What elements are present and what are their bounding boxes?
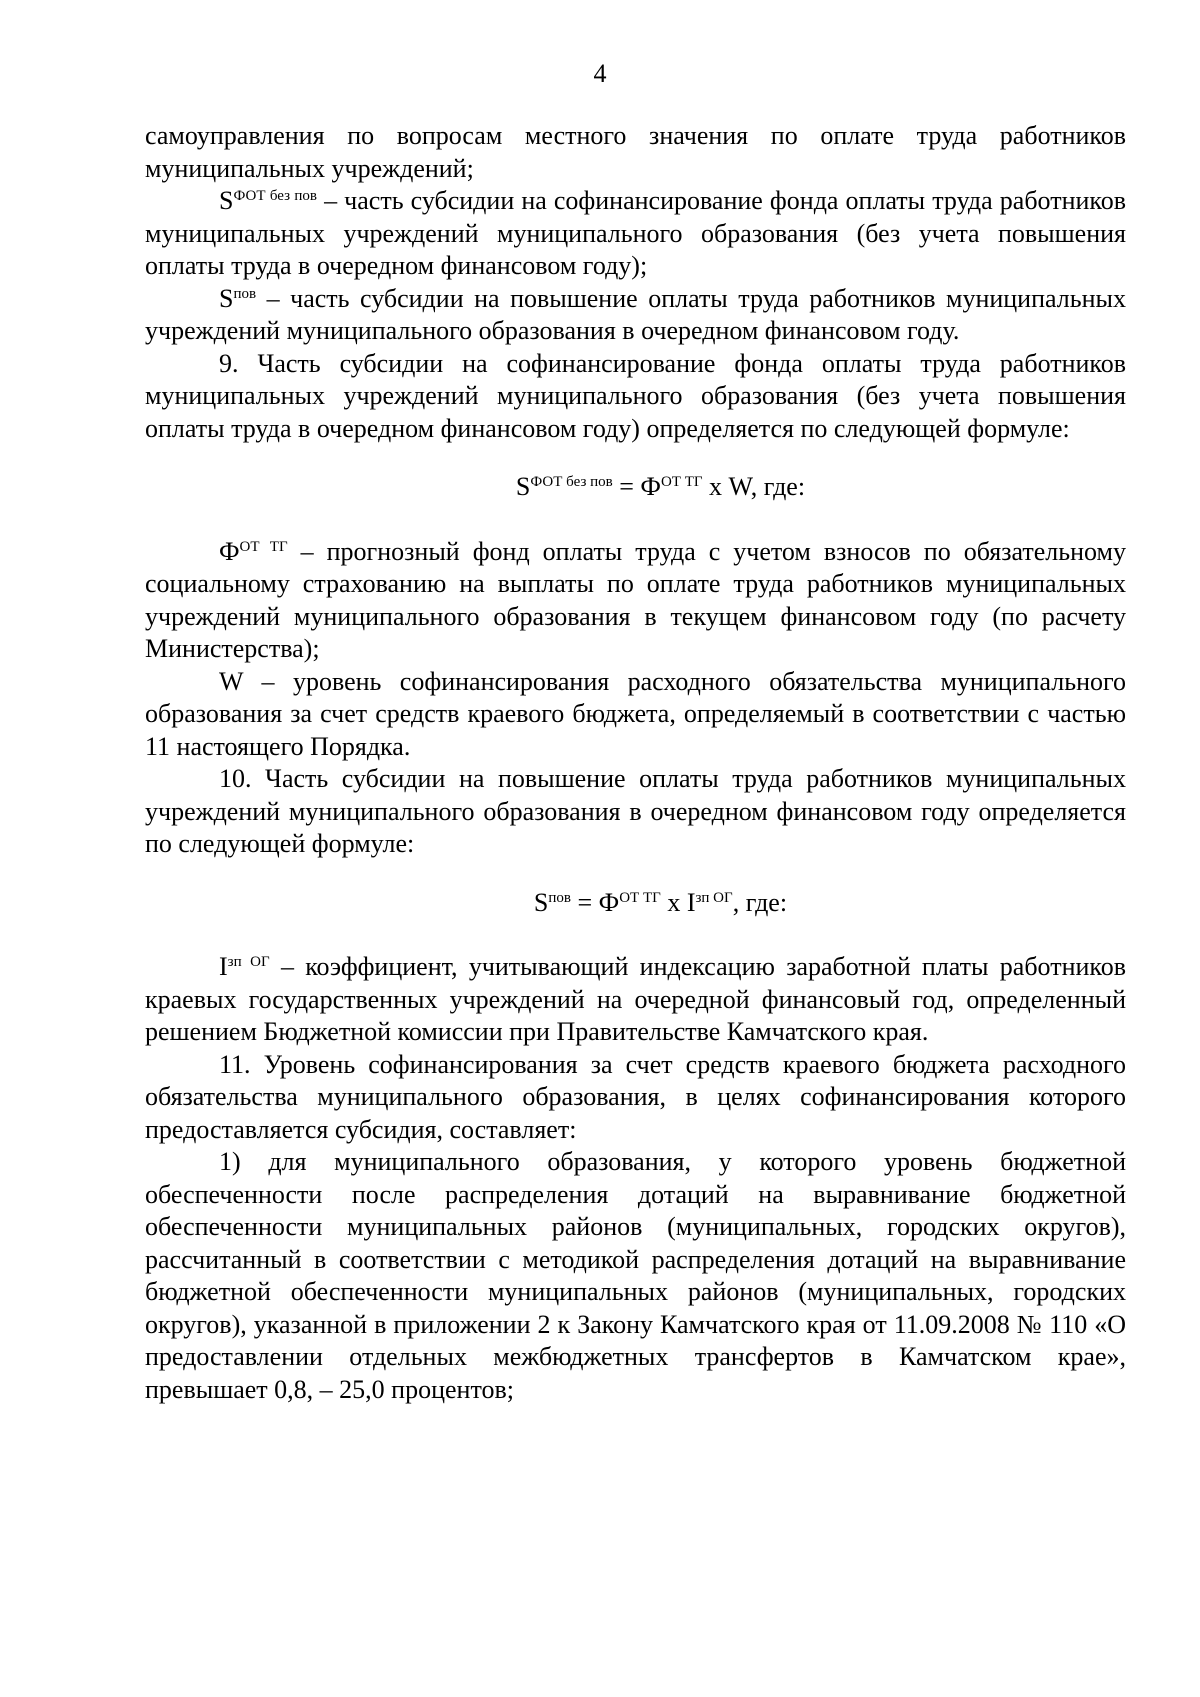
formula-superscript: зп ОГ xyxy=(695,889,733,906)
definition-text: – часть субсидии на софинансирование фонда оплаты труда работников муниципальных учреждений муниципального образования (без учета повышения оплаты труда в очередном финансовом году); xyxy=(145,186,1126,280)
definition-phi-ot-tg xyxy=(145,536,1126,666)
symbol-superscript: пов xyxy=(233,285,257,302)
formula-s-pov xyxy=(145,887,1126,920)
formula-symbol: S xyxy=(515,472,531,501)
symbol-i: I xyxy=(219,952,228,981)
definition-s-fot-bez-pov xyxy=(145,185,1126,283)
symbol-phi: Ф xyxy=(219,536,240,566)
definition-i-zp-og xyxy=(145,951,1126,1049)
formula-multiply: х I xyxy=(660,887,696,917)
document-body xyxy=(145,120,1126,1406)
definition-text: – прогнозный фонд оплаты труда с учетом взносов по обязательному социальному страхованию на выплаты по оплате труда работников муниципальных учреждений муниципального образования в текущем финансовом году (по расчету Министерства); xyxy=(145,536,1126,663)
formula-superscript: пов xyxy=(548,889,571,906)
definition-s-pov xyxy=(145,283,1126,348)
formula-equals: = Ф xyxy=(571,887,620,917)
formula-superscript: ФОТ без пов xyxy=(530,474,613,490)
page-number: 4 xyxy=(593,59,607,88)
paragraph-continuation: самоуправления по вопросам местного значения по оплате труда работников муниципальных учреждений; xyxy=(145,121,1126,183)
formula-symbol: S xyxy=(533,887,549,917)
paragraph-10: 10. Часть субсидии на повышение оплаты труда работников муниципальных учреждений муниципального образования в очередном финансовом году определяется по следующей формуле: xyxy=(145,764,1126,858)
definition-w: W – уровень софинансирования расходного обязательства муниципального образования за счет средств краевого бюджета, определяемый в соответствии с частью 11 настоящего Порядка. xyxy=(145,666,1126,761)
formula-superscript: ОТ ТГ xyxy=(619,889,661,906)
definition-text: – часть субсидии на повышение оплаты труда работников муниципальных учреждений муниципального образования в очередном финансовом году. xyxy=(145,283,1126,345)
symbol-s: S xyxy=(219,283,234,313)
paragraph-9: 9. Часть субсидии на софинансирование фонда оплаты труда работников муниципальных учреждений муниципального образования (без учета повышения оплаты труда в очередном финансовом году) определяется по следующей формуле: xyxy=(145,348,1126,443)
formula-rest: х W, где: xyxy=(702,472,806,501)
paragraph-11-item-1: 1) для муниципального образования, у которого уровень бюджетной обеспеченности после распределения дотаций на выравнивание бюджетной обеспеченности муниципальных районов (муниципальных, городских округов), рассчитанный в соответствии с методикой распределения дотаций на выравнивание бюджетной обеспеченности муниципальных районов (муниципальных, городских округов), указанной в приложении 2 к Закону Камчатского края от 11.09.2008 № 110 «О предоставлении отдельных межбюджетных трансфертов в Камчатском крае», превышает 0,8, – 25,0 процентов; xyxy=(145,1147,1126,1404)
symbol-superscript: ФОТ без пов xyxy=(233,188,317,204)
formula-s-fot-bez-pov xyxy=(145,471,1126,504)
symbol-s: S xyxy=(219,186,234,215)
paragraph-11: 11. Уровень софинансирования за счет средств краевого бюджета расходного обязательства муниципального образования, в целях софинансирования которого предоставляется субсидия, составляет: xyxy=(145,1049,1126,1144)
formula-superscript: ОТ ТГ xyxy=(660,474,703,490)
definition-text: – коэффициент, учитывающий индексацию заработной платы работников краевых государственных учреждений на очередной финансовый год, определенный решением Бюджетной комиссии при Правительстве Камчатского края. xyxy=(145,952,1126,1046)
symbol-superscript: ОТ ТГ xyxy=(239,538,288,555)
symbol-superscript: зп ОГ xyxy=(227,954,270,970)
formula-rest: , где: xyxy=(732,887,788,917)
formula-equals: = Ф xyxy=(612,472,661,501)
